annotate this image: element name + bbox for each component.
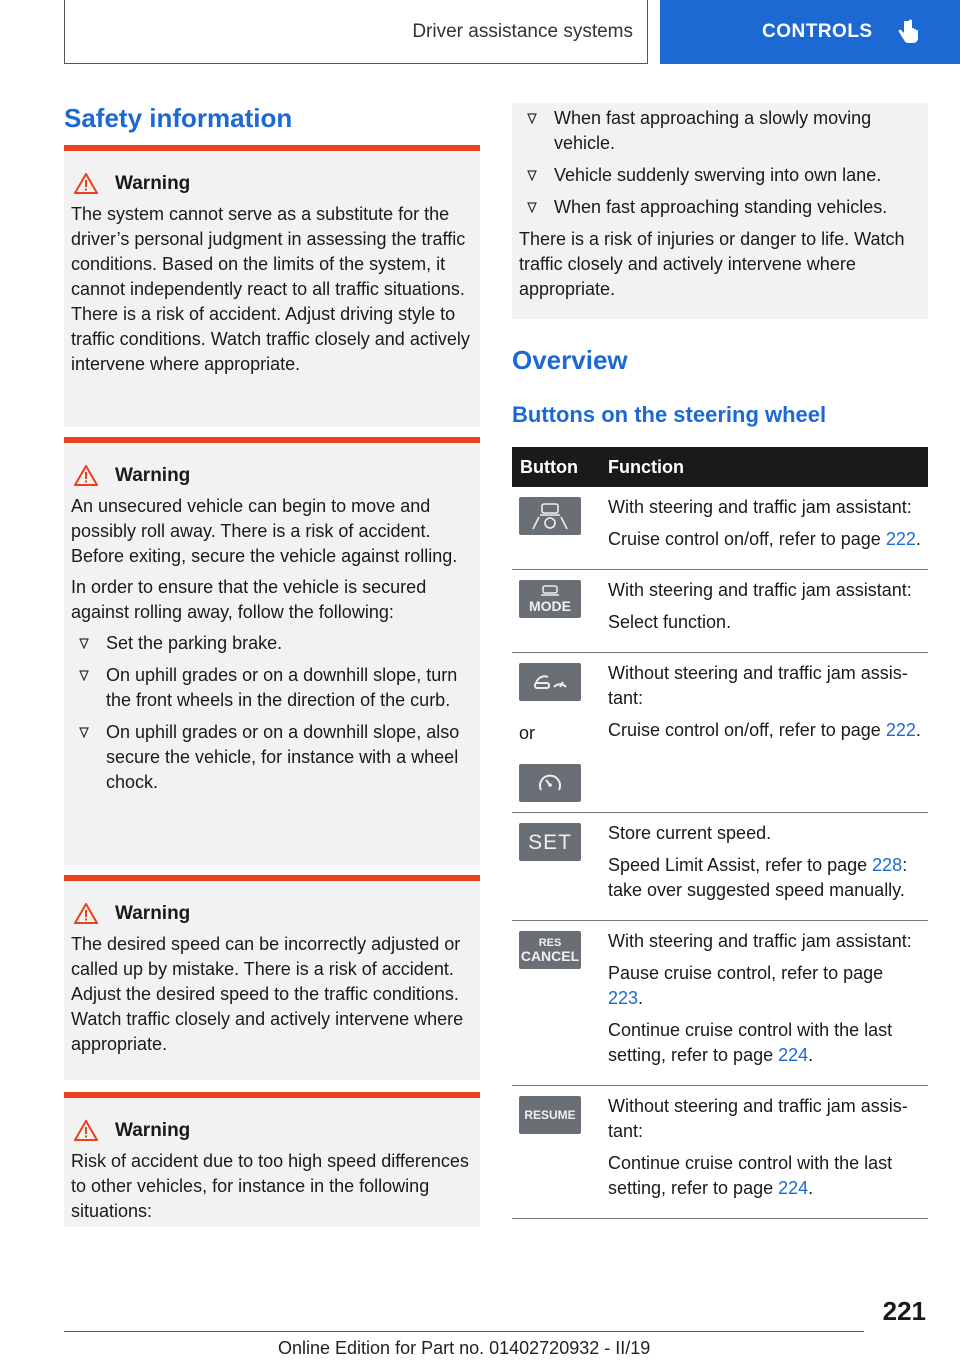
table-row [512,487,928,570]
page-reference-link[interactable]: 223 [608,988,639,1008]
bullet-triangle-icon [527,202,537,213]
warning-triangle-icon [74,903,98,924]
warning-text: In order to ensure that the vehicle is secured against rolling away, follow the following: [71,577,427,622]
warning-box [64,1092,480,1227]
buttons-table [512,447,928,1219]
overview-title: Overview [512,345,628,375]
footer-divider [64,1331,864,1332]
table-row [512,813,928,921]
safety-information-title: Safety information [64,103,293,133]
footer-text: Online Edition for Part no. 01402720932 - II/19 [278,1338,651,1358]
table-header-row [512,447,928,487]
function-cell: With steering and traffic jam assistant: Select function. [600,570,928,653]
warning-heading [71,1118,473,1143]
steering-assist-icon [519,497,581,535]
warning-list [71,631,473,795]
bullet-triangle-icon [79,670,89,681]
res-cancel-button-icon: RES CANCEL [519,931,581,969]
situation-list [519,106,921,220]
page-reference-link[interactable]: 224 [778,1178,809,1198]
warning-box [64,875,480,1080]
bullet-triangle-icon [79,727,89,738]
column-header-function: Function [600,447,928,487]
function-cell: With steering and traffic jam assistant: Cruise control on/off, refer to page 222. [600,487,928,570]
warning-text: The system cannot serve as a substitute for the driver’s personal judgment in assessing the traffic conditions. Based on the limits of the system, it cannot independently react to all traffic situations. There is a risk of accident. Adjust driving style to traffic conditions. Watch traffic closely and actively intervene where appropriate. [71,204,470,374]
warning-title: Warning [115,465,191,486]
table-row [512,1086,928,1219]
warning-text: Risk of accident due to too high speed differences to other vehicles, for instance in the following situations: [71,1151,469,1221]
warning-title: Warning [115,173,191,194]
warning-triangle-icon [74,465,98,486]
bullet-triangle-icon [527,113,537,124]
chapter-header [64,0,648,64]
warning-text: An unsecured vehicle can begin to move and possibly roll away. There is a risk of accident. Before exiting, secure the vehicle against rolling. [71,496,458,566]
buttons-subtitle: Buttons on the steering wheel [512,402,827,427]
warning-title: Warning [115,1120,191,1141]
page-reference-link[interactable]: 222 [885,529,916,549]
page-reference-link[interactable]: 224 [778,1045,809,1065]
list-item: When fast approaching standing vehicles. [519,195,921,220]
resume-button-icon: RESUME [519,1096,581,1134]
column-header-button: Button [512,447,600,487]
section-tab [660,0,960,64]
list-item: On uphill grades or on a downhill slope, turn the front wheels in the direction of the curb. [71,663,473,713]
warning-box [64,437,480,865]
page-reference-link[interactable]: 222 [885,720,916,740]
pointing-hand-icon [897,19,919,45]
warning-heading [71,901,473,926]
warning-text: There is a risk of injuries or danger to life. Watch traffic closely and actively intervene where appropriate. [519,229,905,299]
table-row [512,921,928,1086]
cruise-control-icon [519,663,581,701]
page-reference-link[interactable]: 228 [872,855,903,875]
or-label: or [519,723,536,743]
bullet-triangle-icon [79,638,89,649]
warning-continuation [512,103,928,319]
warning-text: The desired speed can be incorrectly adjusted or called up by mistake. There is a risk of accident. Adjust the desired speed to the traffic conditions. Watch traffic closely and actively intervene where appropriate. [71,934,464,1054]
function-cell: Without steering and traffic jam assistant: Cruise control on/off, refer to page 222. [600,653,928,813]
table-row [512,653,928,813]
warning-triangle-icon [74,1120,98,1141]
mode-button-icon: MODE [519,580,581,618]
page-number: 221 [882,1296,926,1326]
chapter-title: Driver assistance systems [412,20,633,42]
speedometer-icon [519,764,581,802]
warning-box [64,145,480,427]
bullet-triangle-icon [527,170,537,181]
function-cell: With steering and traffic jam assistant: Pause cruise control, refer to page 223. Continue cruise control with the last setting, refer to page 224. [600,921,928,1086]
warning-heading [71,463,473,488]
function-cell: Without steering and traffic jam assistant: Continue cruise control with the last setting, refer to page 224. [600,1086,928,1219]
list-item: When fast approaching a slowly moving vehicle. [519,106,921,156]
list-item: Set the parking brake. [71,631,473,656]
list-item: Vehicle suddenly swerving into own lane. [519,163,921,188]
warning-triangle-icon [74,173,98,194]
function-cell: Store current speed. Speed Limit Assist, refer to page 228: take over suggested speed manually. [600,813,928,921]
warning-heading [71,171,473,196]
section-title: CONTROLS [762,21,873,42]
warning-title: Warning [115,903,191,924]
list-item: On uphill grades or on a downhill slope, also secure the vehicle, for instance with a wheel chock. [71,720,473,795]
set-button-icon: SET [519,823,581,861]
table-row [512,570,928,653]
